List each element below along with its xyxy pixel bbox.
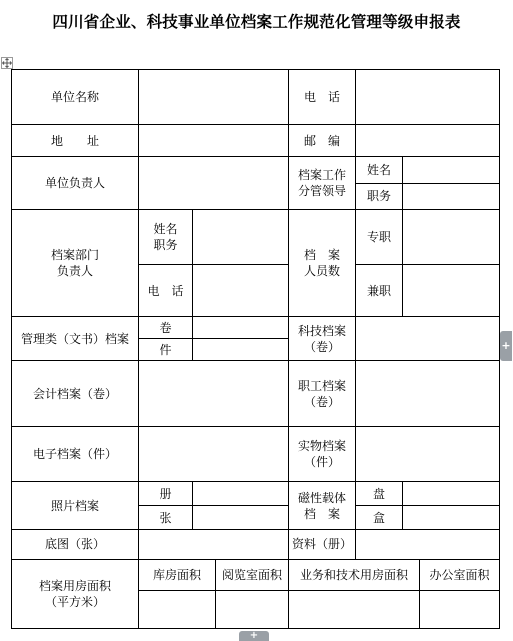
label-phone: 电 话 — [289, 70, 356, 125]
label-base-map: 底图（张） — [12, 530, 139, 559]
label-unit-head: 单位负责人 — [12, 157, 139, 209]
field-photo-zhang[interactable] — [193, 506, 289, 530]
field-photo-ce[interactable] — [193, 482, 289, 506]
plus-icon: + — [501, 339, 511, 352]
label-materials: 资料（册） — [289, 530, 356, 559]
field-unit-name[interactable] — [139, 70, 289, 125]
field-materials[interactable] — [356, 530, 500, 559]
field-staff-archive[interactable] — [356, 361, 500, 426]
label-dept-phone: 电 话 — [139, 264, 193, 316]
field-accounting-archive[interactable] — [139, 361, 289, 426]
field-address[interactable] — [139, 125, 289, 157]
label-business-area: 业务和技术用房面积 — [289, 559, 420, 590]
label-photo-ce: 册 — [139, 482, 193, 506]
label-electronic-archive: 电子档案（件） — [12, 426, 139, 481]
label-dept-head: 档案部门 负责人 — [12, 209, 139, 317]
field-unit-head[interactable] — [139, 157, 289, 209]
field-dept-head-name[interactable] — [193, 209, 289, 264]
label-reading-area: 阅览室面积 — [216, 559, 289, 590]
field-leader-name[interactable] — [403, 157, 500, 183]
move-arrows-icon[interactable] — [1, 57, 13, 69]
field-docs-jian[interactable] — [193, 339, 289, 361]
label-magnetic-he: 盒 — [356, 506, 403, 530]
field-magnetic-he[interactable] — [403, 506, 500, 530]
label-parttime: 兼职 — [356, 264, 403, 316]
field-physical-archive[interactable] — [356, 426, 500, 481]
field-phone[interactable] — [356, 70, 500, 125]
field-fulltime[interactable] — [403, 209, 500, 264]
label-tech-archive: 科技档案 （卷） — [289, 317, 356, 361]
label-name-position: 姓名 职务 — [139, 209, 193, 264]
label-docs-archive: 管理类（文书）档案 — [12, 317, 139, 361]
label-staff-archive: 职工档案 （卷） — [289, 361, 356, 426]
label-magnetic-pan: 盘 — [356, 482, 403, 506]
label-docs-juan: 卷 — [139, 317, 193, 339]
label-unit-name: 单位名称 — [12, 70, 139, 125]
field-docs-juan[interactable] — [193, 317, 289, 339]
field-postcode[interactable] — [356, 125, 500, 157]
bottom-expand-button[interactable] — [239, 631, 269, 641]
label-postcode: 邮 编 — [289, 125, 356, 157]
label-office-area: 办公室面积 — [420, 559, 500, 590]
label-accounting-archive: 会计档案（卷） — [12, 361, 139, 426]
label-archive-leader: 档案工作 分管领导 — [289, 157, 356, 209]
label-magnetic-archive: 磁性载体 档 案 — [289, 482, 356, 530]
field-business-area[interactable] — [289, 590, 420, 628]
field-base-map[interactable] — [139, 530, 289, 559]
field-storage-area[interactable] — [139, 590, 216, 628]
side-expand-button[interactable] — [500, 331, 512, 361]
field-reading-area[interactable] — [216, 590, 289, 628]
label-physical-archive: 实物档案 （件） — [289, 426, 356, 481]
label-photo-zhang: 张 — [139, 506, 193, 530]
label-fulltime: 专职 — [356, 209, 403, 264]
label-archive-staff: 档 案 人员数 — [289, 209, 356, 317]
label-storage-area: 库房面积 — [139, 559, 216, 590]
plus-icon: + — [249, 630, 259, 641]
label-leader-position: 职务 — [356, 183, 403, 209]
field-office-area[interactable] — [420, 590, 500, 628]
label-address: 地 址 — [12, 125, 139, 157]
label-room-area: 档案用房面积 （平方米） — [12, 559, 139, 629]
application-form-table — [11, 69, 500, 629]
field-dept-phone[interactable] — [193, 264, 289, 316]
label-leader-name: 姓名 — [356, 157, 403, 183]
label-docs-jian: 件 — [139, 339, 193, 361]
field-electronic-archive[interactable] — [139, 426, 289, 481]
field-leader-position[interactable] — [403, 183, 500, 209]
field-parttime[interactable] — [403, 264, 500, 316]
field-tech-archive[interactable] — [356, 317, 500, 361]
label-photo-archive: 照片档案 — [12, 482, 139, 530]
form-title: 四川省企业、科技事业单位档案工作规范化管理等级申报表 — [52, 13, 461, 31]
field-magnetic-pan[interactable] — [403, 482, 500, 506]
